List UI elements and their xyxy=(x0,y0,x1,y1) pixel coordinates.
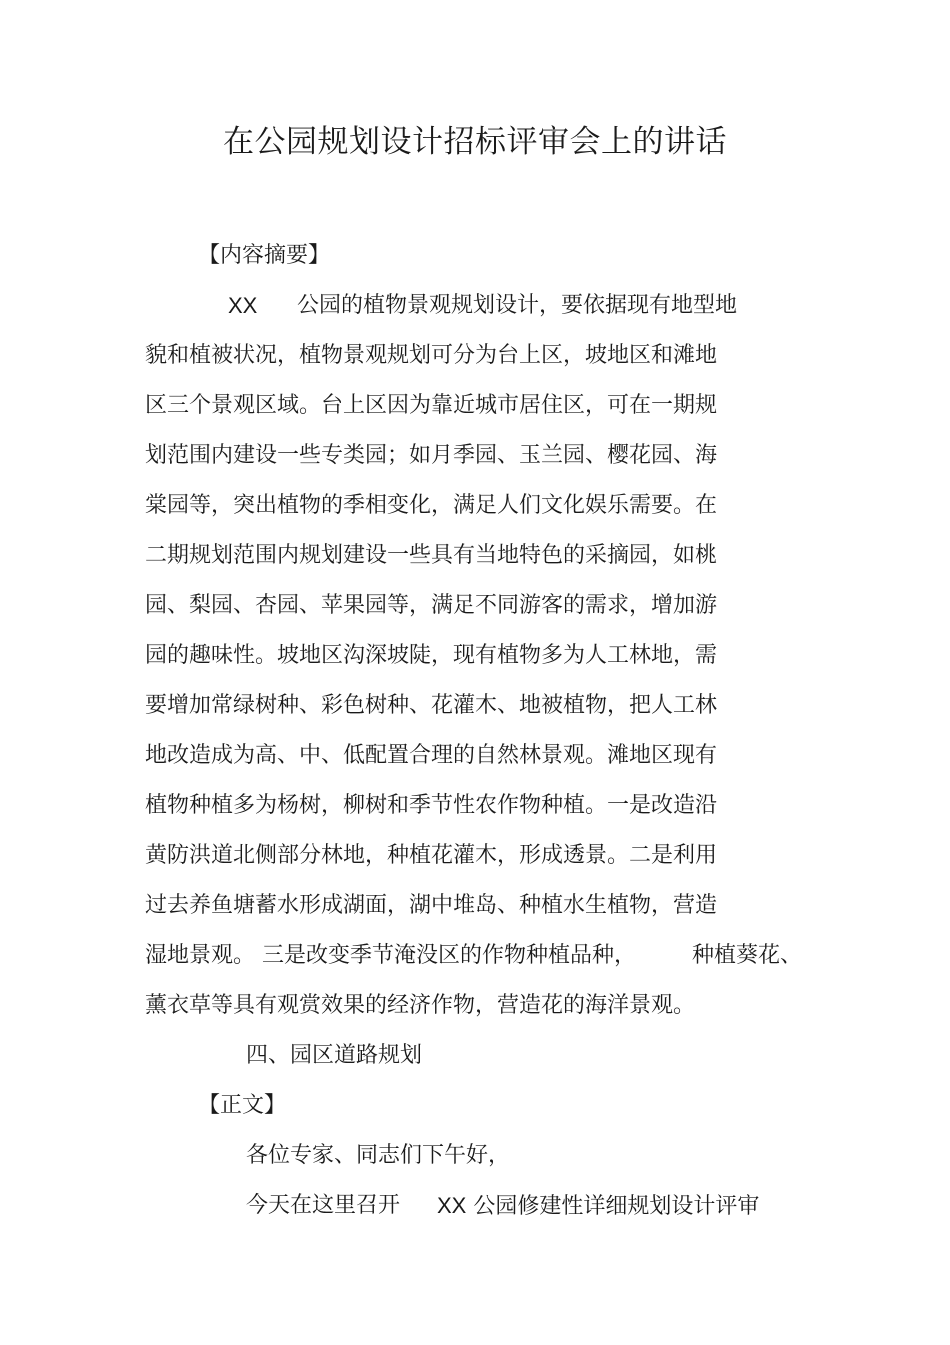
summary-line: 二期规划范围内规划建设一些具有当地特色的采摘园，如桃 xyxy=(145,543,718,568)
opening-placeholder-xx: XX xyxy=(437,1193,467,1218)
opening-line-text: 公园修建性详细规划设计评审 xyxy=(473,1194,760,1219)
summary-line: 貌和植被状况，植物景观规划可分为台上区，坡地区和滩地 xyxy=(145,343,718,368)
document-title: 在公园规划设计招标评审会上的讲话 xyxy=(223,124,727,160)
summary-line: 黄防洪道北侧部分林地，种植花灌木，形成透景。二是利用 xyxy=(145,843,718,868)
summary-line: 划范围内建设一些专类园；如月季园、玉兰园、樱花园、海 xyxy=(145,443,718,468)
body-heading: 【正文】 xyxy=(198,1093,287,1118)
summary-line: 棠园等，突出植物的季相变化，满足人们文化娱乐需要。在 xyxy=(145,493,718,518)
opening-line-rest xyxy=(437,1191,759,1222)
summary-line: 园的趣味性。坡地区沟深坡陡，现有植物多为人工林地，需 xyxy=(145,643,718,668)
summary-line: 过去养鱼塘蓄水形成湖面，湖中堆岛、种植水生植物，营造 xyxy=(145,893,718,918)
summary-line: 园、梨园、杏园、苹果园等，满足不同游客的需求，增加游 xyxy=(145,593,718,618)
summary-line: 植物种植多为杨树，柳树和季节性农作物种植。一是改造沿 xyxy=(145,793,718,818)
summary-line: 要增加常绿树种、彩色树种、花灌木、地被植物，把人工林 xyxy=(145,693,718,718)
opening-line-prefix: 今天在这里召开 xyxy=(246,1193,401,1218)
summary-last-line: 薰衣草等具有观赏效果的经济作物，营造花的海洋景观。 xyxy=(145,993,696,1018)
summary-line: 地改造成为高、中、低配置合理的自然林景观。滩地区现有 xyxy=(145,743,718,768)
summary-heading: 【内容摘要】 xyxy=(198,243,331,268)
summary-first-line xyxy=(228,291,257,322)
section-four-heading: 四、园区道路规划 xyxy=(246,1043,423,1068)
summary-line: 区三个景观区域。台上区因为靠近城市居住区，可在一期规 xyxy=(145,393,718,418)
summary-split-line-right: 种植葵花、 xyxy=(692,943,803,968)
summary-first-line-text: 公园的植物景观规划设计，要依据现有地型地 xyxy=(297,293,738,318)
summary-placeholder-xx: XX xyxy=(228,293,258,318)
greeting-line: 各位专家、同志们下午好， xyxy=(246,1143,511,1168)
summary-split-line-left: 湿地景观。 三是改变季节淹没区的作物种植品种， xyxy=(145,943,636,968)
